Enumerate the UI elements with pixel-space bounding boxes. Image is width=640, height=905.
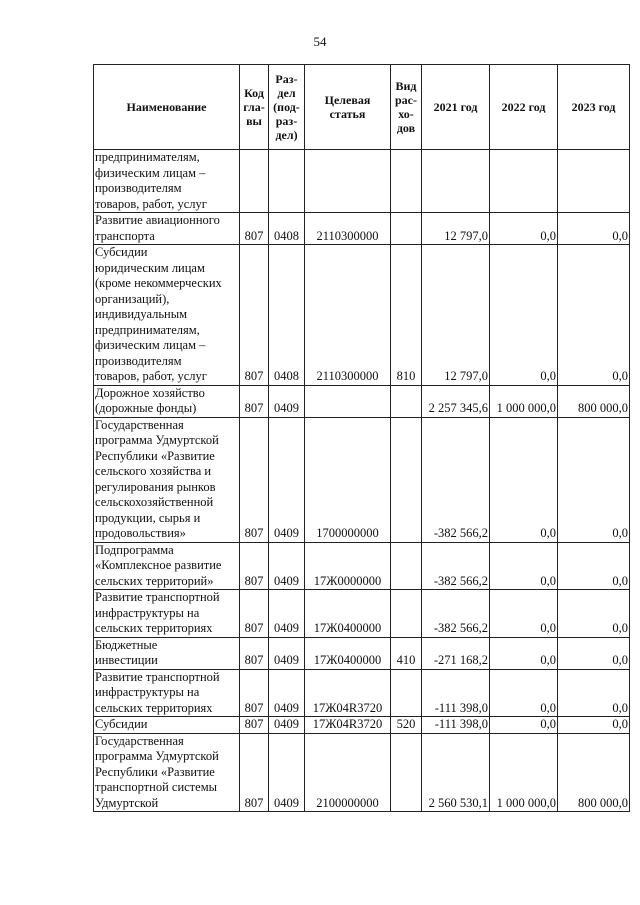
row-type	[391, 669, 422, 717]
row-2022: 1 000 000,0	[490, 385, 558, 417]
table-row	[94, 213, 630, 245]
row-type	[391, 590, 422, 638]
header-2022: 2022 год	[490, 65, 558, 150]
table-row	[94, 669, 630, 717]
row-section: 0409	[269, 717, 305, 734]
row-name: Развитие транспортной инфраструктуры на сельских территориях	[94, 669, 240, 717]
row-2022: 0,0	[490, 669, 558, 717]
table-row	[94, 385, 630, 417]
row-target	[305, 150, 391, 213]
table-row	[94, 150, 630, 213]
row-target	[305, 385, 391, 417]
row-2021: -111 398,0	[422, 669, 490, 717]
row-2022: 0,0	[490, 245, 558, 386]
row-2021: 12 797,0	[422, 213, 490, 245]
row-name: Бюджетные инвестиции	[94, 637, 240, 669]
row-name: Развитие авиационного транспорта	[94, 213, 240, 245]
row-name: Государственная программа Удмуртской Республики «Развитие сельского хозяйства и регулирования рынков сельскохозяйственной продукции, сырья и продовольствия»	[94, 417, 240, 542]
row-type	[391, 385, 422, 417]
page-number: 54	[313, 34, 327, 49]
row-target: 17Ж0400000	[305, 590, 391, 638]
row-type	[391, 733, 422, 812]
row-2023: 0,0	[558, 637, 630, 669]
row-2021	[422, 150, 490, 213]
row-2021: -382 566,2	[422, 542, 490, 590]
table-header-row	[94, 65, 630, 150]
row-2023: 0,0	[558, 417, 630, 542]
row-section: 0409	[269, 669, 305, 717]
row-type	[391, 542, 422, 590]
row-code: 807	[240, 245, 269, 386]
row-code: 807	[240, 717, 269, 734]
row-section: 0409	[269, 590, 305, 638]
row-target: 2100000000	[305, 733, 391, 812]
row-2023: 800 000,0	[558, 385, 630, 417]
table-row	[94, 245, 630, 386]
row-2023: 0,0	[558, 717, 630, 734]
row-2021: 2 560 530,1	[422, 733, 490, 812]
row-name: Субсидии юридическим лицам (кроме некоммерческих организаций), индивидуальным предпринимателям, физическим лицам – производителям товаров, работ, услуг	[94, 245, 240, 386]
row-section: 0408	[269, 213, 305, 245]
row-type	[391, 150, 422, 213]
header-name: Наименование	[94, 65, 240, 150]
row-2022: 0,0	[490, 637, 558, 669]
row-code: 807	[240, 637, 269, 669]
row-2023: 0,0	[558, 590, 630, 638]
row-2022: 0,0	[490, 542, 558, 590]
row-code: 807	[240, 590, 269, 638]
row-type: 810	[391, 245, 422, 386]
row-code: 807	[240, 385, 269, 417]
row-type: 520	[391, 717, 422, 734]
table-row	[94, 733, 630, 812]
header-type: Вид рас- хо- дов	[391, 65, 422, 150]
header-target: Целевая статья	[305, 65, 391, 150]
row-2021: -382 566,2	[422, 590, 490, 638]
table-row	[94, 717, 630, 734]
row-code: 807	[240, 542, 269, 590]
header-2021: 2021 год	[422, 65, 490, 150]
row-name: Государственная программа Удмуртской Республики «Развитие транспортной системы Удмуртской	[94, 733, 240, 812]
row-code	[240, 150, 269, 213]
row-target: 1700000000	[305, 417, 391, 542]
row-section	[269, 150, 305, 213]
row-code: 807	[240, 669, 269, 717]
row-section: 0409	[269, 542, 305, 590]
row-2023: 0,0	[558, 213, 630, 245]
row-2023: 800 000,0	[558, 733, 630, 812]
row-type	[391, 417, 422, 542]
table-row	[94, 542, 630, 590]
row-target: 17Ж04R3720	[305, 669, 391, 717]
row-name: Подпрограмма «Комплексное развитие сельских территорий»	[94, 542, 240, 590]
row-2023: 0,0	[558, 245, 630, 386]
header-section: Раз- дел (под- раз- дел)	[269, 65, 305, 150]
header-code: Код гла- вы	[240, 65, 269, 150]
row-2021: 12 797,0	[422, 245, 490, 386]
table-row	[94, 417, 630, 542]
row-section: 0409	[269, 733, 305, 812]
row-target: 17Ж0400000	[305, 637, 391, 669]
row-name: Дорожное хозяйство (дорожные фонды)	[94, 385, 240, 417]
row-2021: 2 257 345,6	[422, 385, 490, 417]
row-2023: 0,0	[558, 542, 630, 590]
row-2021: -382 566,2	[422, 417, 490, 542]
row-name: Развитие транспортной инфраструктуры на сельских территориях	[94, 590, 240, 638]
row-section: 0409	[269, 417, 305, 542]
row-name: Субсидии	[94, 717, 240, 734]
row-code: 807	[240, 213, 269, 245]
row-name: предпринимателям, физическим лицам – производителям товаров, работ, услуг	[94, 150, 240, 213]
header-2023: 2023 год	[558, 65, 630, 150]
row-target: 17Ж04R3720	[305, 717, 391, 734]
table-row	[94, 590, 630, 638]
row-2023: 0,0	[558, 669, 630, 717]
row-type	[391, 213, 422, 245]
row-code: 807	[240, 733, 269, 812]
row-2022: 0,0	[490, 417, 558, 542]
row-2021: -111 398,0	[422, 717, 490, 734]
row-section: 0409	[269, 637, 305, 669]
row-2022: 1 000 000,0	[490, 733, 558, 812]
table-body	[94, 150, 630, 812]
table-row	[94, 637, 630, 669]
row-target: 2110300000	[305, 245, 391, 386]
row-target: 2110300000	[305, 213, 391, 245]
row-2022: 0,0	[490, 590, 558, 638]
budget-table	[93, 64, 630, 812]
row-section: 0409	[269, 385, 305, 417]
row-2022	[490, 150, 558, 213]
row-2022: 0,0	[490, 213, 558, 245]
row-code: 807	[240, 417, 269, 542]
row-target: 17Ж0000000	[305, 542, 391, 590]
row-2023	[558, 150, 630, 213]
row-type: 410	[391, 637, 422, 669]
row-2022: 0,0	[490, 717, 558, 734]
row-section: 0408	[269, 245, 305, 386]
row-2021: -271 168,2	[422, 637, 490, 669]
